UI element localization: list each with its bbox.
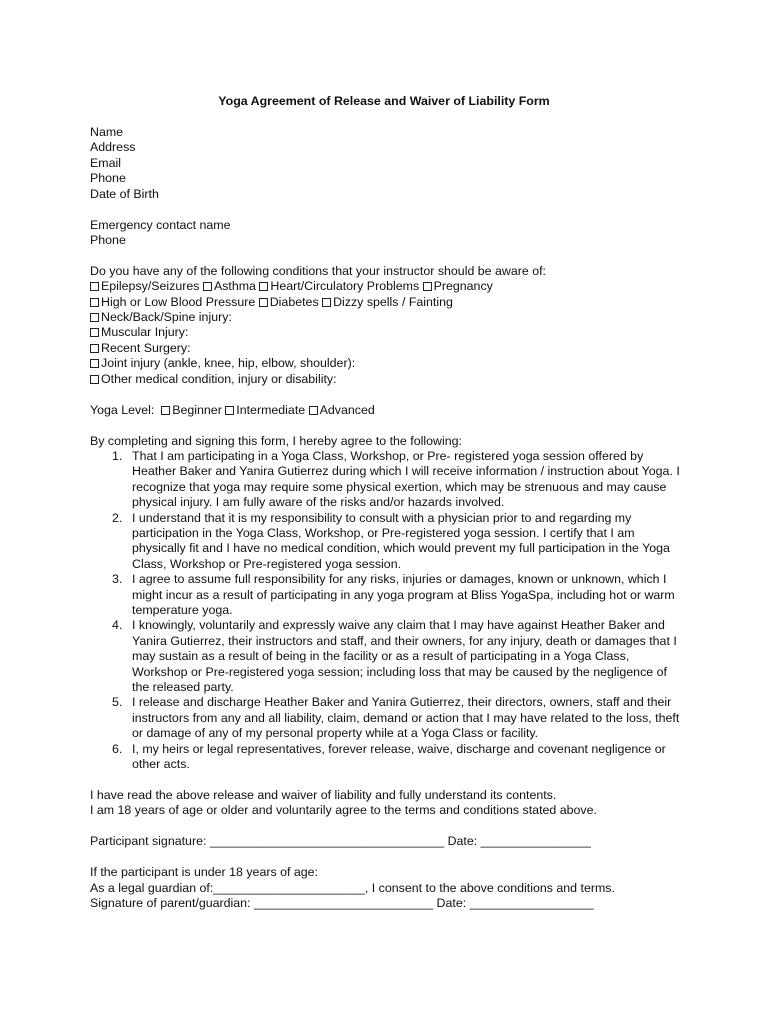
emergency-contact-label: Emergency contact name (90, 217, 231, 232)
personal-info-section (90, 125, 690, 202)
condition-heart[interactable]: Heart/Circulatory Problems (259, 279, 419, 293)
condition-muscular[interactable]: Muscular Injury: (90, 325, 690, 340)
guardian-signature-line[interactable]: Signature of parent/guardian: __________________________ Date: __________________ (90, 895, 594, 910)
condition-dizzy[interactable]: Dizzy spells / Fainting (322, 295, 453, 309)
condition-neck-back[interactable]: Neck/Back/Spine injury: (90, 310, 690, 325)
term-item: That I am participating in a Yoga Class, Workshop, or Pre- registered yoga session offered by Heather Baker and Yanira Gutierrez during which I will receive information / instruction about Yoga. I recognize that yoga may require some physical exertion, which may be strenuous and may cause physical injury. I am fully aware of the risks and/or hazards involved. (132, 448, 680, 510)
condition-diabetes[interactable]: Diabetes (259, 295, 319, 309)
condition-asthma[interactable]: Asthma (203, 279, 256, 293)
condition-joint[interactable]: Joint injury (ankle, knee, hip, elbow, shoulder): (90, 356, 690, 371)
term-item: I agree to assume full responsibility for any risks, injuries or damages, known or unknown, which I might incur as a result of participating in any yoga program at Bliss YogaSpa, including hot or warm temperature yoga. (132, 572, 675, 617)
participant-signature-line[interactable]: Participant signature: __________________________________ Date: ________________ (90, 834, 591, 849)
level-beginner[interactable]: Beginner (158, 403, 222, 417)
checkbox[interactable] (203, 282, 212, 291)
term-item: I understand that it is my responsibility to consult with a physician prior to and regarding my participation in the Yoga Class, Workshop, or Pre-registered yoga session. I certify that I am physically fit and I have no medical condition, which would prevent my full participation in the Yoga Class, Workshop or Pre-registered yoga session. (132, 510, 670, 571)
guardian-consent-line[interactable]: As a legal guardian of:______________________, I consent to the above conditions and terms. (90, 880, 615, 895)
condition-surgery[interactable]: Recent Surgery: (90, 341, 690, 356)
agreement-terms-list (90, 449, 690, 773)
conditions-row-1 (90, 279, 690, 294)
condition-other[interactable]: Other medical condition, injury or disability: (90, 372, 690, 387)
emergency-phone-label: Phone (90, 232, 126, 247)
checkbox[interactable] (90, 375, 99, 384)
agreement-intro: By completing and signing this form, I hereby agree to the following: (90, 433, 462, 448)
email-field-label: Email (90, 155, 121, 170)
term-item: I knowingly, voluntarily and expressly waive any claim that I may have against Heather Baker and Yanira Gutierrez, their instructors and staff, and their owners, for any injury, death or damages that I may sustain as a result of being in the facility or as a result of participating in a Yoga Class, Workshop or Pre-registered yoga session; including loss that may be caused by the negligence of the released party. (132, 618, 677, 694)
name-field-label: Name (90, 125, 124, 139)
address-field-label: Address (90, 140, 136, 155)
checkbox[interactable] (423, 282, 432, 291)
checkbox[interactable] (322, 298, 331, 307)
agreement-section (90, 434, 690, 773)
conditions-prompt: Do you have any of the following conditions that your instructor should be aware of: (90, 263, 546, 278)
checkbox[interactable] (90, 298, 99, 307)
minor-section (90, 865, 690, 911)
checkbox[interactable] (90, 282, 99, 291)
checkbox[interactable] (90, 359, 99, 368)
dob-field-label: Date of Birth (90, 186, 159, 201)
level-intermediate[interactable]: Intermediate (225, 403, 305, 417)
emergency-section (90, 218, 690, 249)
acknowledgement-section (90, 788, 690, 819)
condition-pregnancy[interactable]: Pregnancy (423, 279, 493, 293)
checkbox[interactable] (259, 282, 268, 291)
term-item: I, my heirs or legal representatives, forever release, waive, discharge and covenant negligence or other acts. (132, 741, 666, 772)
conditions-section (90, 264, 690, 387)
yoga-level-label: Yoga Level: (90, 402, 155, 417)
level-advanced[interactable]: Advanced (309, 403, 375, 417)
checkbox[interactable] (90, 328, 99, 337)
yoga-level-row (90, 403, 690, 418)
checkbox[interactable] (259, 298, 268, 307)
condition-epilepsy[interactable]: Epilepsy/Seizures (90, 279, 199, 293)
phone-field-label: Phone (90, 171, 126, 186)
acknowledgement-line: I am 18 years of age or older and voluntarily agree to the terms and conditions stated above. (90, 803, 597, 818)
conditions-row-2 (90, 295, 690, 310)
condition-blood-pressure[interactable]: High or Low Blood Pressure (90, 295, 255, 309)
checkbox[interactable] (90, 344, 99, 353)
checkbox[interactable] (225, 406, 234, 415)
checkbox[interactable] (90, 313, 99, 322)
checkbox[interactable] (309, 406, 318, 415)
term-item: I release and discharge Heather Baker and Yanira Gutierrez, their directors, owners, staff and their instructors from any and all liability, claim, demand or action that I may have related to the loss, theft or damage of any of my personal property while at a Yoga Class or facility. (132, 695, 680, 741)
checkbox[interactable] (161, 406, 170, 415)
acknowledgement-line: I have read the above release and waiver of liability and fully understand its contents. (90, 787, 557, 802)
minor-heading: If the participant is under 18 years of age: (90, 865, 318, 880)
form-body (90, 125, 690, 911)
form-title: Yoga Agreement of Release and Waiver of Liability Form (218, 94, 550, 108)
